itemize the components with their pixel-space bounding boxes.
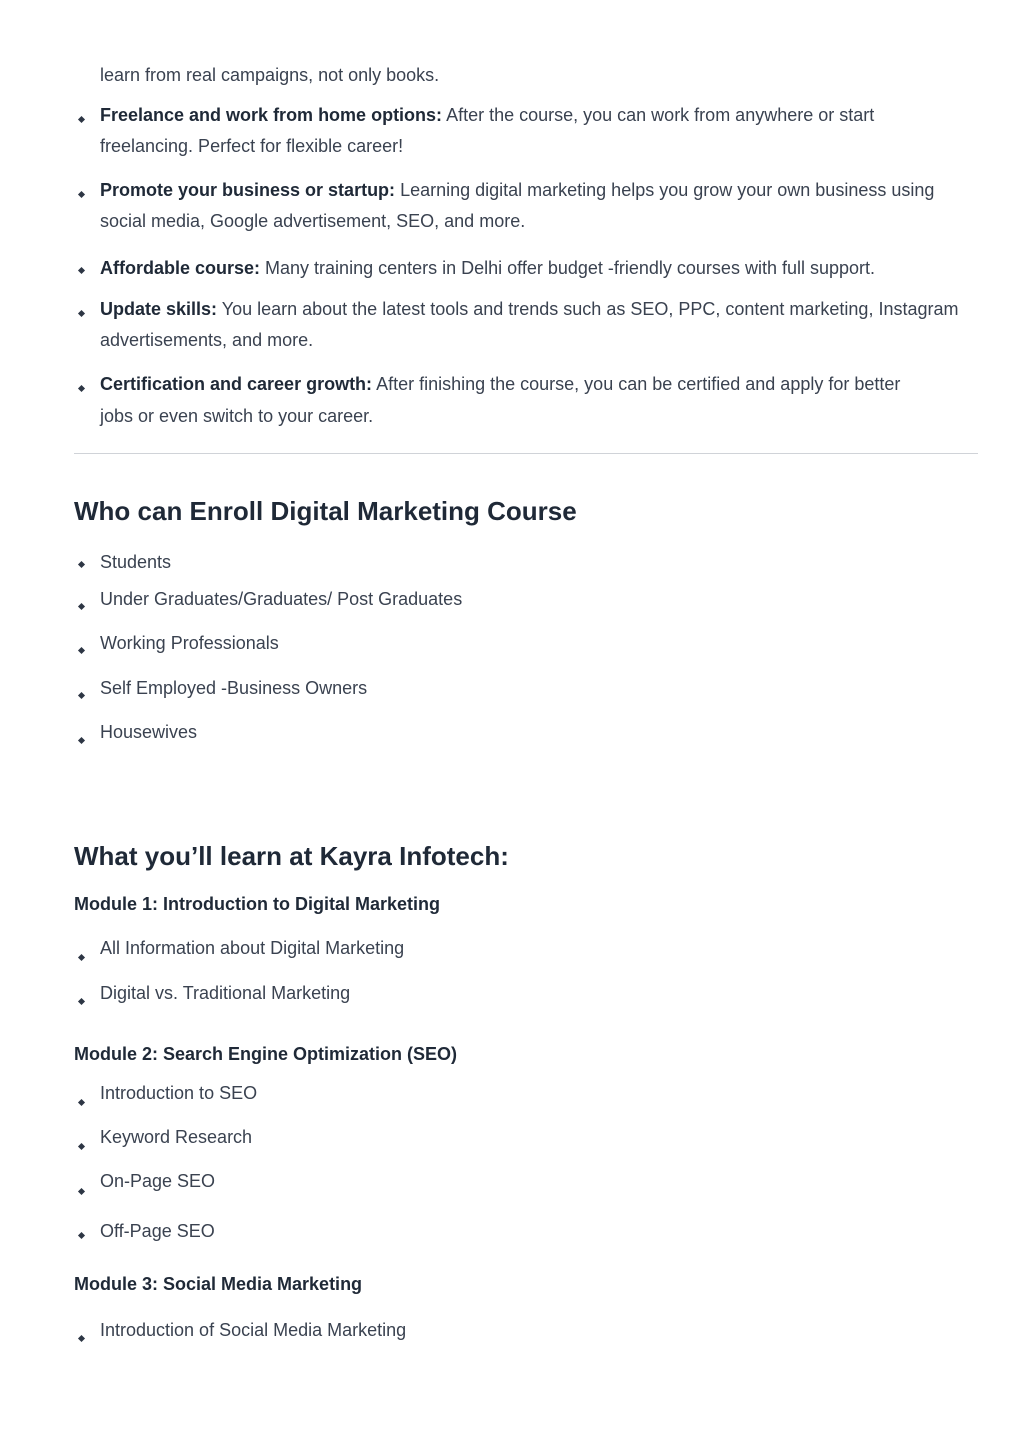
- module-item: All Information about Digital Marketing: [100, 938, 405, 958]
- benefit-text: You learn about the latest tools and trends such as SEO, PPC, content marketing, Instagram: [217, 299, 959, 319]
- bullet-icon: [78, 385, 85, 392]
- learn-heading: What you’ll learn at Kayra Infotech:: [74, 841, 509, 871]
- bullet-icon: [78, 267, 85, 274]
- module-3-title: Module 3: Social Media Marketing: [74, 1274, 363, 1294]
- bullet-icon: [78, 1188, 85, 1195]
- benefit-continuation-text: learn from real campaigns, not only books.: [100, 65, 440, 85]
- bullet-icon: [78, 116, 85, 123]
- benefit-label: Promote your business or startup:: [100, 180, 396, 200]
- bullet-icon: [78, 954, 85, 961]
- module-item: Off-Page SEO: [100, 1221, 215, 1241]
- module-item: Introduction to SEO: [100, 1083, 258, 1103]
- module-2-title: Module 2: Search Engine Optimization (SEO): [74, 1044, 458, 1064]
- module-item: Digital vs. Traditional Marketing: [100, 983, 351, 1003]
- benefit-item-promote: [100, 175, 934, 206]
- benefit-text-continued: jobs or even switch to your career.: [100, 406, 374, 426]
- bullet-icon: [78, 1143, 85, 1150]
- bullet-icon: [78, 1232, 85, 1239]
- bullet-icon: [78, 1335, 85, 1342]
- benefit-label: Update skills:: [100, 299, 218, 319]
- enroll-item-professionals: Working Professionals: [100, 633, 279, 653]
- benefit-text-continued: freelancing. Perfect for flexible career!: [100, 136, 404, 156]
- bullet-icon: [78, 692, 85, 699]
- benefit-label: Certification and career growth:: [100, 374, 373, 394]
- bullet-icon: [78, 561, 85, 568]
- enroll-heading: Who can Enroll Digital Marketing Course: [74, 496, 577, 526]
- bullet-icon: [78, 310, 85, 317]
- benefit-text-continued: social media, Google advertisement, SEO, and more.: [100, 211, 526, 231]
- benefit-text-continued: advertisements, and more.: [100, 330, 314, 350]
- module-1-title: Module 1: Introduction to Digital Marketing: [74, 894, 440, 914]
- enroll-item-graduates: Under Graduates/Graduates/ Post Graduates: [100, 589, 463, 609]
- enroll-item-students: Students: [100, 552, 172, 572]
- bullet-icon: [78, 737, 85, 744]
- benefit-label: Affordable course:: [100, 258, 261, 278]
- bullet-icon: [78, 603, 85, 610]
- benefit-text: Learning digital marketing helps you grow your own business using: [395, 180, 935, 200]
- module-item: Introduction of Social Media Marketing: [100, 1320, 407, 1340]
- module-item: Keyword Research: [100, 1127, 253, 1147]
- bullet-icon: [78, 647, 85, 654]
- benefit-text: Many training centers in Delhi offer budget -friendly courses with full support.: [260, 258, 876, 278]
- benefit-text: After finishing the course, you can be certified and apply for better: [372, 374, 901, 394]
- bullet-icon: [78, 998, 85, 1005]
- enroll-item-housewives: Housewives: [100, 722, 198, 742]
- bullet-icon: [78, 191, 85, 198]
- bullet-icon: [78, 1099, 85, 1106]
- benefit-item-certification: [100, 369, 900, 400]
- benefit-text: After the course, you can work from anywhere or start: [442, 105, 875, 125]
- section-divider: [74, 453, 978, 454]
- benefit-item-freelance: [100, 100, 874, 131]
- enroll-item-self-employed: Self Employed -Business Owners: [100, 678, 368, 698]
- benefit-label: Freelance and work from home options:: [100, 105, 443, 125]
- benefit-item-update-skills: [100, 294, 958, 325]
- benefit-item-affordable: [100, 253, 875, 284]
- module-item: On-Page SEO: [100, 1171, 216, 1191]
